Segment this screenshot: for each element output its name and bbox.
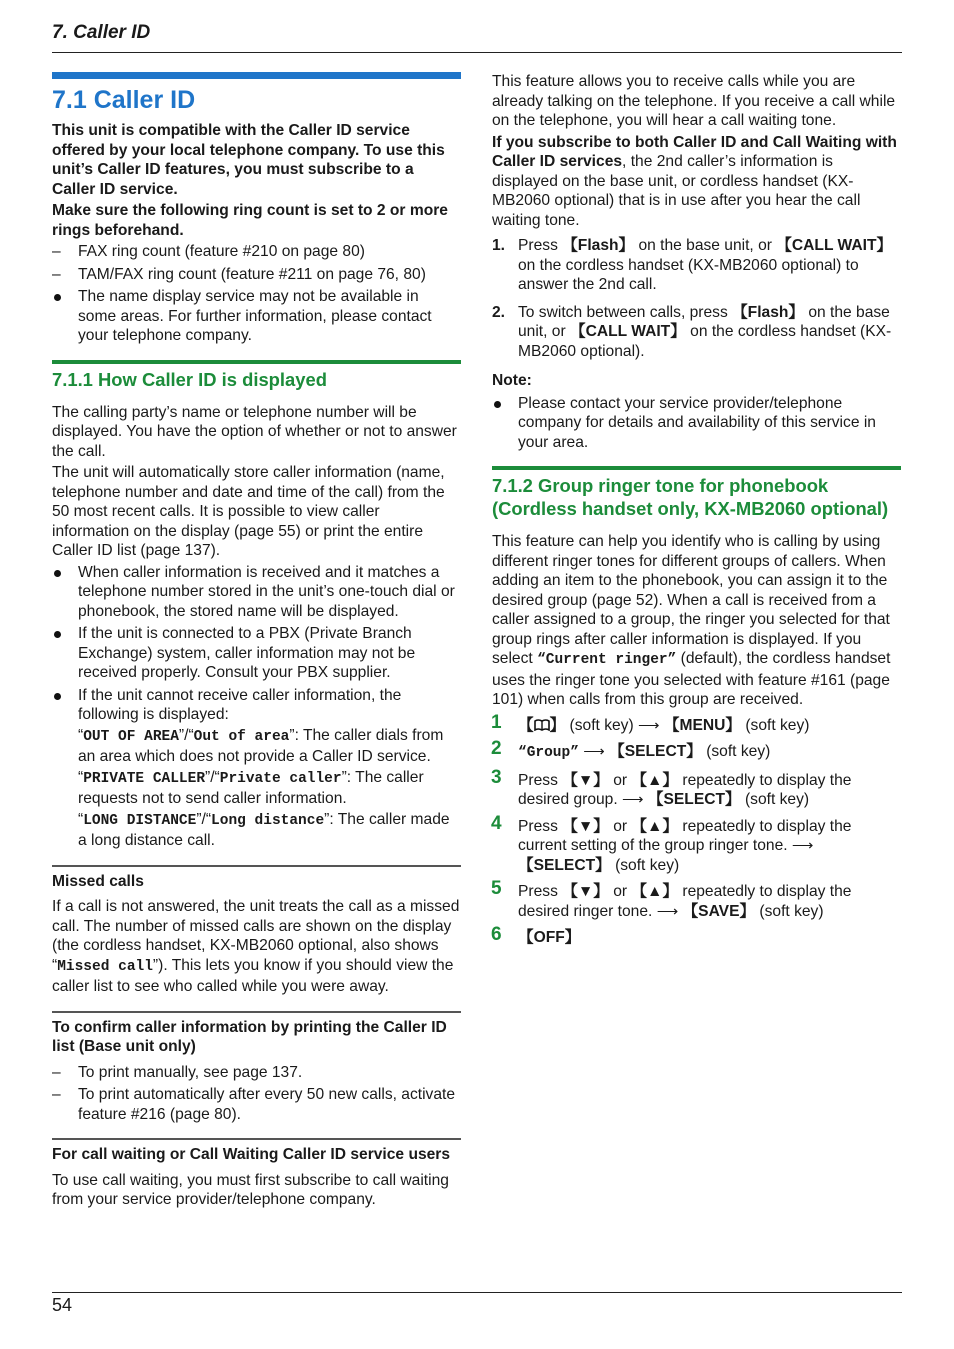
- note-list: [492, 394, 901, 453]
- subsection-title: 7.1.1 How Caller ID is displayed: [52, 368, 327, 390]
- list-item: – To print manually, see page 137.: [52, 1063, 303, 1081]
- list-item: If the unit cannot receive caller information, the following is displayed: “OUT OF AREA”/“Out of area”: The caller dials from an area which does not provide a Caller ID service. “PRIVATE CALLER”/“Private caller”: The caller requests not to send caller information. “LONG DISTANCE”/“Long distance”: The caller made a long distance call.: [52, 686, 461, 851]
- bullet-icon: [54, 631, 61, 638]
- list-item: The name display service may not be available in some areas. For further information, please contact your telephone company.: [52, 287, 461, 346]
- call-waiting-title: For call waiting or Call Waiting Caller ID service users: [52, 1146, 451, 1163]
- confirm-list: [52, 1063, 461, 1125]
- step-item: 4 Press 【▼】 or 【▲】 repeatedly to display the current setting of the group ringer tone. ⟶ 【SELECT】 (soft key): [491, 812, 852, 874]
- bullet-icon: [54, 570, 61, 577]
- step-item: 1. Press 【Flash】 on the base unit, or 【CALL WAIT】 on the cordless handset (KX-MB2060 optional) to answer the 2nd call.: [492, 237, 893, 293]
- step-item: 3 Press 【▼】 or 【▲】 repeatedly to display the desired group. ⟶ 【SELECT】 (soft key): [491, 766, 852, 808]
- confirm-title: To confirm caller information by printing the Caller ID list (Base unit only): [52, 1018, 447, 1055]
- paragraph: The unit will automatically store caller information (name, telephone number and date and time of the call) from the 50 most recent calls. It is possible to view caller information on the display (page 55) or print the entire Caller ID list (page 137).: [52, 464, 445, 559]
- subsection-bar: [492, 466, 901, 470]
- step-item: 6 【OFF】: [491, 924, 581, 946]
- paragraph: This feature allows you to receive calls while you are already talking on the telephone. If you receive a call while on the telephone, you will hear a call waiting tone.: [492, 73, 896, 129]
- paragraph: The calling party’s name or telephone number will be displayed. You have the option of whether or not to answer the call.: [52, 403, 457, 460]
- divider: [52, 1138, 461, 1140]
- step-item: 2 “Group” ⟶ 【SELECT】 (soft key): [491, 738, 771, 761]
- missed-calls-title: Missed calls: [52, 872, 144, 890]
- list-item: If the unit is connected to a PBX (Private Branch Exchange) system, caller information may not be received properly. Consult your PBX supplier.: [52, 624, 461, 683]
- call-waiting-text: To use call waiting, you must first subscribe to call waiting from your service provider/telephone company.: [52, 1171, 449, 1208]
- group-ringer-steps: [491, 711, 901, 948]
- chapter-title: 7. Caller ID: [52, 22, 151, 43]
- page-number: 54: [52, 1295, 73, 1315]
- missed-calls-text: If a call is not answered, the unit treats the call as a missed call. The number of missed calls are shown on the display (the cordless handset, KX-MB2060 optional, also shows “Missed call”). This lets you know if you should view the caller list to see who called while you were away.: [52, 898, 460, 995]
- step-item: 1 【 】 (soft key) ⟶ 【MENU】 (soft key): [491, 711, 810, 734]
- bullet-icon: [494, 401, 501, 408]
- divider: [52, 1011, 461, 1013]
- bullet-icon: [54, 294, 61, 301]
- paragraph: This feature can help you identify who is calling by using different ringer tones for different groups of callers. When adding an item to the phonebook, you can assign it to the desired group (page 52). When a call is received from a caller assigned to a group, the ringer you selected for that group rings after caller information is displayed. If you select “Current ringer” (default), the cordless handset uses the ringer tone you selected with feature #161 (page 101) when calls from this group are received.: [492, 533, 891, 708]
- phonebook-icon: [534, 719, 550, 731]
- list-item: – FAX ring count (feature #210 on page 80): [52, 243, 365, 260]
- subsection-bar: [52, 360, 461, 364]
- list-item: – TAM/FAX ring count (feature #211 on page 76, 80): [52, 265, 426, 283]
- ring-count-note: Make sure the following ring count is set to 2 or more rings beforehand.: [52, 202, 448, 239]
- arrow-icon: ⟶: [583, 743, 605, 760]
- page-header: [52, 22, 902, 53]
- subsection-title: 7.1.2 Group ringer tone for phonebook (Cordless handset only, KX-MB2060 optional): [492, 475, 889, 519]
- step-item: 5 Press 【▼】 or 【▲】 repeatedly to display the desired ringer tone. ⟶ 【SAVE】 (soft key): [491, 878, 852, 920]
- arrow-icon: ⟶: [638, 716, 660, 734]
- note-title: Note:: [492, 372, 532, 389]
- list-item: Please contact your service provider/telephone company for details and availability of this service in your area.: [492, 394, 901, 453]
- paragraph: If you subscribe to both Caller ID and Call Waiting with Caller ID services, the 2nd caller’s information is displayed on the base unit, or cordless handset (KX-MB2060 optional) that is in use after you hear the call waiting tone.: [492, 133, 897, 229]
- section-title: 7.1 Caller ID: [52, 86, 196, 114]
- divider: [52, 865, 461, 867]
- page-footer: [52, 1292, 902, 1316]
- left-column: [52, 72, 461, 1212]
- intro-bold: This unit is compatible with the Caller ID service offered by your local telephone company. To use this unit’s Caller ID features, you must subscribe to a Caller ID service.: [52, 122, 445, 198]
- display-message: “OUT OF AREA”/“Out of area”: The caller dials from an area which does not provide a Caller ID service.: [78, 726, 444, 765]
- call-waiting-steps: [492, 236, 901, 361]
- arrow-icon: ⟶: [791, 837, 814, 854]
- bullet-icon: [54, 693, 61, 700]
- arrow-icon: ⟶: [622, 791, 644, 808]
- arrow-icon: ⟶: [656, 902, 679, 920]
- ring-count-list: [52, 242, 461, 346]
- section-bar: [52, 72, 461, 79]
- display-message: “PRIVATE CALLER”/“Private caller”: The caller requests not to send caller information.: [78, 768, 424, 807]
- list-item: – To print automatically after every 50 new calls, activate feature #216 (page 80).: [52, 1086, 456, 1123]
- step-item: 2. To switch between calls, press 【Flash】 on the base unit, or 【CALL WAIT】 on the cordless handset (KX-MB2060 optional).: [492, 303, 892, 360]
- display-message: “LONG DISTANCE”/“Long distance”: The caller made a long distance call.: [78, 810, 450, 849]
- list-item: When caller information is received and it matches a telephone number stored in the unit’s one-touch dial or phonebook, the stored name will be displayed.: [52, 563, 461, 622]
- caller-id-bullets: [52, 563, 461, 851]
- right-column: [492, 72, 901, 955]
